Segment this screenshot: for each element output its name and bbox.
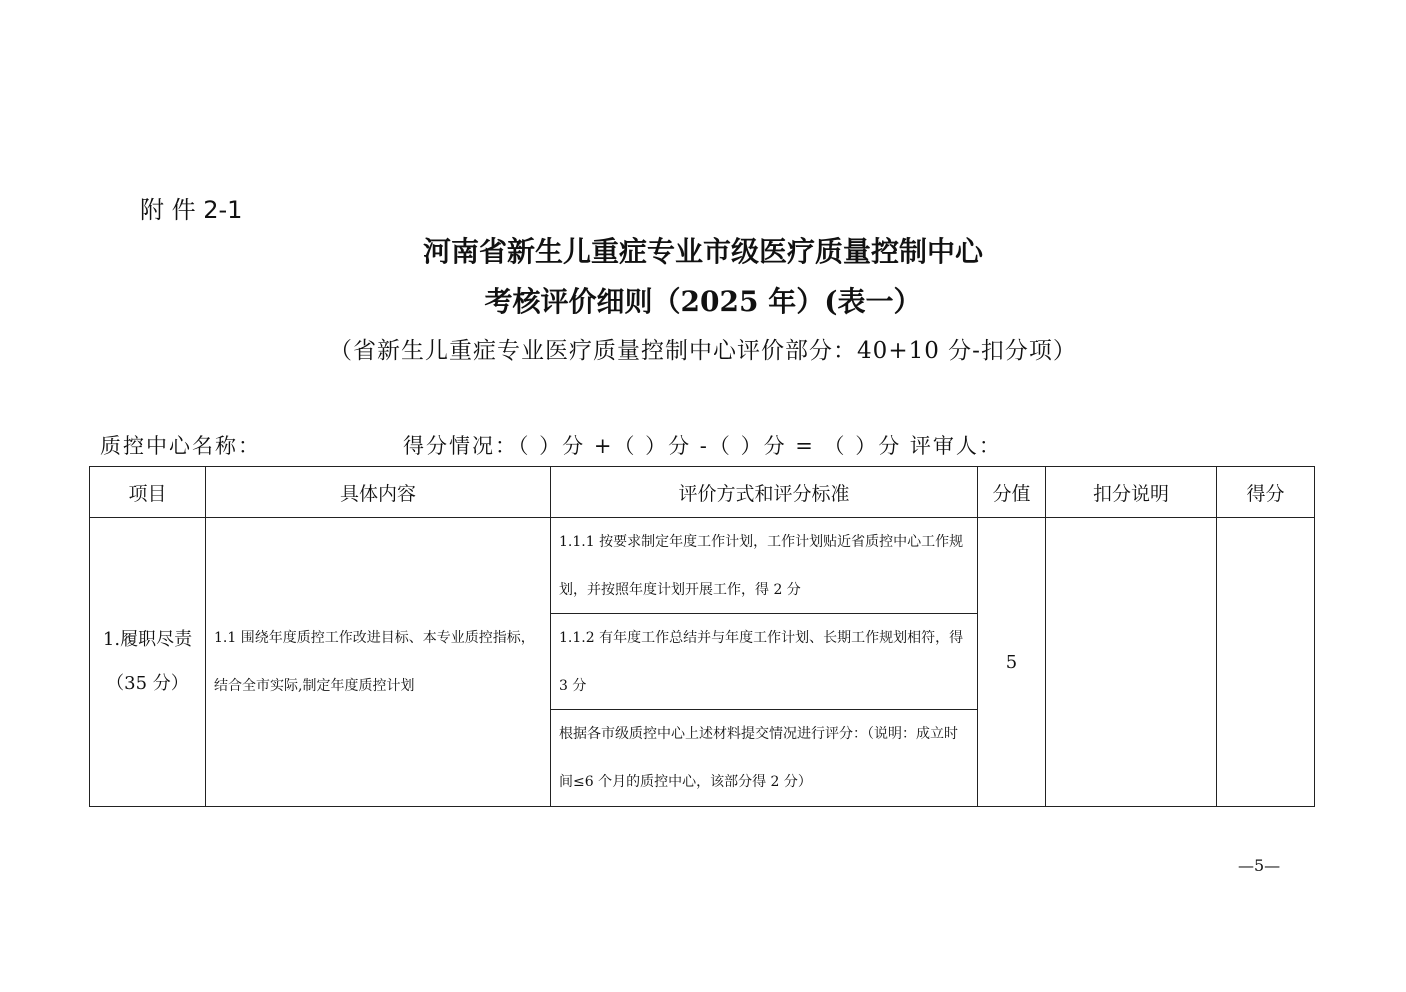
- header-item: 项目: [90, 467, 206, 518]
- item-cell: [90, 518, 206, 807]
- table-row: [90, 518, 1315, 807]
- header-standard: 评价方式和评分标准: [551, 467, 978, 518]
- content-cell: 1.1 围绕年度质控工作改进目标、本专业质控指标，结合全市实际,制定年度质控计划: [206, 518, 551, 807]
- deduction-note-cell: [1046, 518, 1217, 807]
- item-points: （35 分）: [106, 673, 189, 694]
- document-title-line1: 河南省新生儿重症专业市级医疗质量控制中心: [422, 235, 983, 268]
- obtained-score-cell: [1217, 518, 1315, 807]
- attachment-label: 附 件 2-1: [140, 196, 243, 224]
- header-score-value: 分值: [978, 467, 1046, 518]
- document-title-line2: 考核评价细则（2025 年）(表一）: [484, 285, 922, 318]
- evaluation-table: [89, 466, 1315, 807]
- item-name: 1.履职尽责: [102, 629, 193, 650]
- standard-cell: [551, 518, 978, 807]
- score-summary-line: 得分情况：（ ）分 +（ ）分 -（ ）分 = （ ）分 评审人：: [403, 434, 1002, 458]
- header-content: 具体内容: [206, 467, 551, 518]
- center-name-label: 质控中心名称：: [100, 434, 261, 458]
- score-value-cell: 5: [978, 518, 1046, 807]
- standard-1-1-2: 1.1.2 有年度工作总结并与年度工作计划、长期工作规划相符，得 3 分: [551, 614, 977, 710]
- table-header-row: [90, 467, 1315, 518]
- page-number: —5—: [1238, 856, 1281, 875]
- header-obtained: 得分: [1217, 467, 1315, 518]
- document-subtitle: （省新生儿重症专业医疗质量控制中心评价部分：40+10 分-扣分项）: [329, 338, 1077, 364]
- standard-1-1-1: 1.1.1 按要求制定年度工作计划，工作计划贴近省质控中心工作规划，并按照年度计划开展工作，得 2 分: [551, 518, 977, 614]
- standard-note: 根据各市级质控中心上述材料提交情况进行评分：（说明：成立时间≤6 个月的质控中心，该部分得 2 分）: [559, 726, 958, 790]
- header-deduction: 扣分说明: [1046, 467, 1217, 518]
